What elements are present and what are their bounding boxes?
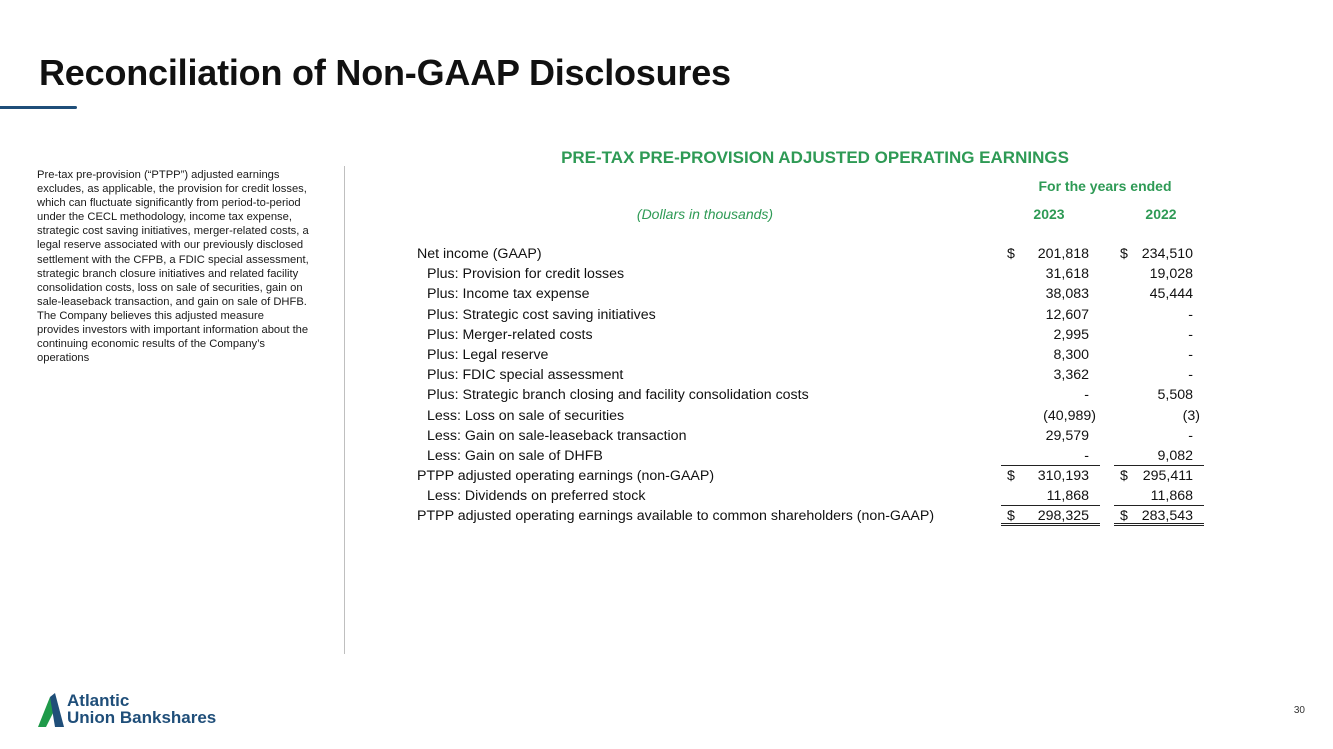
table-row	[0, 406, 1333, 426]
row-value: -	[1188, 346, 1193, 363]
period-header: For the years ended	[1038, 178, 1172, 194]
row-value: -	[1084, 387, 1089, 404]
table-row	[0, 345, 1333, 365]
currency-symbol: $	[1007, 468, 1015, 485]
value-2022	[1114, 486, 1204, 506]
value-2023	[1001, 506, 1100, 526]
table-row	[0, 325, 1333, 345]
row-value: 45,444	[1149, 286, 1193, 303]
table-row	[0, 264, 1333, 284]
row-value: (40,989)	[1043, 407, 1096, 424]
value-2022	[1114, 446, 1204, 466]
currency-symbol: $	[1007, 508, 1015, 525]
row-value: 298,325	[1037, 508, 1089, 525]
value-2022	[1114, 426, 1204, 446]
side-note-text: Pre-tax pre-provision (“PTPP”) adjusted earnings excludes, as applicable, the provision for credit losses, which can fluctuate significantly from period-to-period under the CECL methodology, income tax expense, strategic cost saving initiatives, merger-related costs, a legal reserve associated with our previously disclosed settlement with the CFPB, a FDIC special assessment, strategic branch closure initiatives and related facility consolidation costs, loss on sale of securities, gain on sale-leaseback transaction, and gain on sale of DHFB. The Company believes this adjusted measure provides investors with important information about the continuing economic results of the Company’s operations	[37, 169, 309, 365]
value-2023	[1001, 406, 1100, 426]
year-header-2023: 2023	[1033, 206, 1065, 222]
row-value: 2,995	[1053, 326, 1089, 343]
table-row	[0, 244, 1333, 264]
row-label: Plus: FDIC special assessment	[427, 367, 624, 384]
value-2023	[1001, 244, 1100, 264]
row-label: PTPP adjusted operating earnings available to common shareholders (non-GAAP)	[417, 508, 935, 525]
value-2022	[1114, 264, 1204, 284]
page-title: Reconciliation of Non-GAAP Disclosures	[39, 52, 731, 93]
value-2022	[1114, 406, 1204, 426]
table-row	[0, 284, 1333, 304]
value-2023	[1001, 466, 1100, 486]
row-value: 12,607	[1045, 306, 1089, 323]
table-row	[0, 486, 1333, 506]
currency-symbol: $	[1120, 508, 1128, 525]
currency-symbol: $	[1120, 468, 1128, 485]
value-2022	[1114, 365, 1204, 385]
row-label: Plus: Strategic branch closing and facility consolidation costs	[427, 387, 809, 404]
logo-line-1: Atlantic	[67, 691, 130, 710]
row-label: Less: Dividends on preferred stock	[427, 488, 646, 505]
table-title: PRE-TAX PRE-PROVISION ADJUSTED OPERATING EARNINGS	[561, 148, 1069, 167]
row-label: PTPP adjusted operating earnings (non-GAAP)	[417, 468, 715, 485]
table-row	[0, 385, 1333, 405]
page-number: 30	[1293, 705, 1305, 716]
row-label: Less: Gain on sale-leaseback transaction	[427, 427, 687, 444]
units-label: (Dollars in thousands)	[636, 206, 774, 222]
row-value: -	[1188, 367, 1193, 384]
value-2022	[1114, 466, 1204, 486]
value-2022	[1114, 325, 1204, 345]
table-row-subtotal	[0, 466, 1333, 486]
table-row-total	[0, 506, 1333, 526]
row-value: 8,300	[1053, 346, 1089, 363]
value-2022	[1114, 385, 1204, 405]
row-value: -	[1188, 306, 1193, 323]
value-2022	[1114, 506, 1204, 526]
table-row	[0, 305, 1333, 325]
row-label: Plus: Provision for credit losses	[427, 266, 625, 283]
row-value: 234,510	[1141, 246, 1193, 262]
reconciliation-table	[0, 244, 1333, 527]
row-value: -	[1188, 427, 1193, 444]
currency-symbol: $	[1120, 246, 1128, 262]
row-value: 11,868	[1046, 488, 1089, 505]
row-value: (3)	[1182, 407, 1200, 424]
value-2022	[1114, 345, 1204, 365]
logo-wordmark	[67, 692, 216, 726]
row-label: Net income (GAAP)	[417, 246, 542, 262]
logo-mark-icon	[38, 693, 64, 727]
row-value: 19,028	[1149, 266, 1193, 283]
logo-line-2: Union Bankshares	[67, 708, 217, 727]
value-2023	[1001, 284, 1100, 304]
row-label: Plus: Income tax expense	[427, 286, 590, 303]
table-row	[0, 426, 1333, 446]
row-value: 9,082	[1157, 447, 1193, 464]
value-2023	[1001, 385, 1100, 405]
row-value: 29,579	[1045, 427, 1089, 444]
value-2022	[1114, 244, 1204, 264]
value-2023	[1001, 486, 1100, 506]
row-value: 295,411	[1142, 468, 1193, 485]
row-label: Less: Gain on sale of DHFB	[427, 447, 603, 464]
value-2023	[1001, 305, 1100, 325]
row-value: 201,818	[1037, 246, 1089, 262]
value-2022	[1114, 284, 1204, 304]
company-logo	[38, 693, 268, 729]
row-label: Plus: Strategic cost saving initiatives	[427, 306, 656, 323]
row-label: Less: Loss on sale of securities	[427, 407, 625, 424]
value-2023	[1001, 345, 1100, 365]
row-value: 11,868	[1150, 488, 1193, 505]
row-label: Plus: Legal reserve	[427, 346, 549, 363]
value-2023	[1001, 365, 1100, 385]
row-value: 38,083	[1045, 286, 1089, 303]
row-label: Plus: Merger-related costs	[427, 326, 593, 343]
value-2022	[1114, 305, 1204, 325]
row-value: 283,543	[1141, 508, 1193, 525]
table-row	[0, 365, 1333, 385]
value-2023	[1001, 426, 1100, 446]
row-value: -	[1084, 447, 1089, 464]
title-underline	[0, 106, 77, 109]
currency-symbol: $	[1007, 246, 1015, 262]
year-header-2022: 2022	[1145, 206, 1177, 222]
row-value: 3,362	[1053, 367, 1089, 384]
value-2023	[1001, 446, 1100, 466]
value-2023	[1001, 325, 1100, 345]
row-value: 310,193	[1037, 468, 1089, 485]
row-value: -	[1188, 326, 1193, 343]
row-value: 31,618	[1045, 266, 1089, 283]
row-value: 5,508	[1157, 387, 1193, 404]
table-row	[0, 446, 1333, 466]
value-2023	[1001, 264, 1100, 284]
